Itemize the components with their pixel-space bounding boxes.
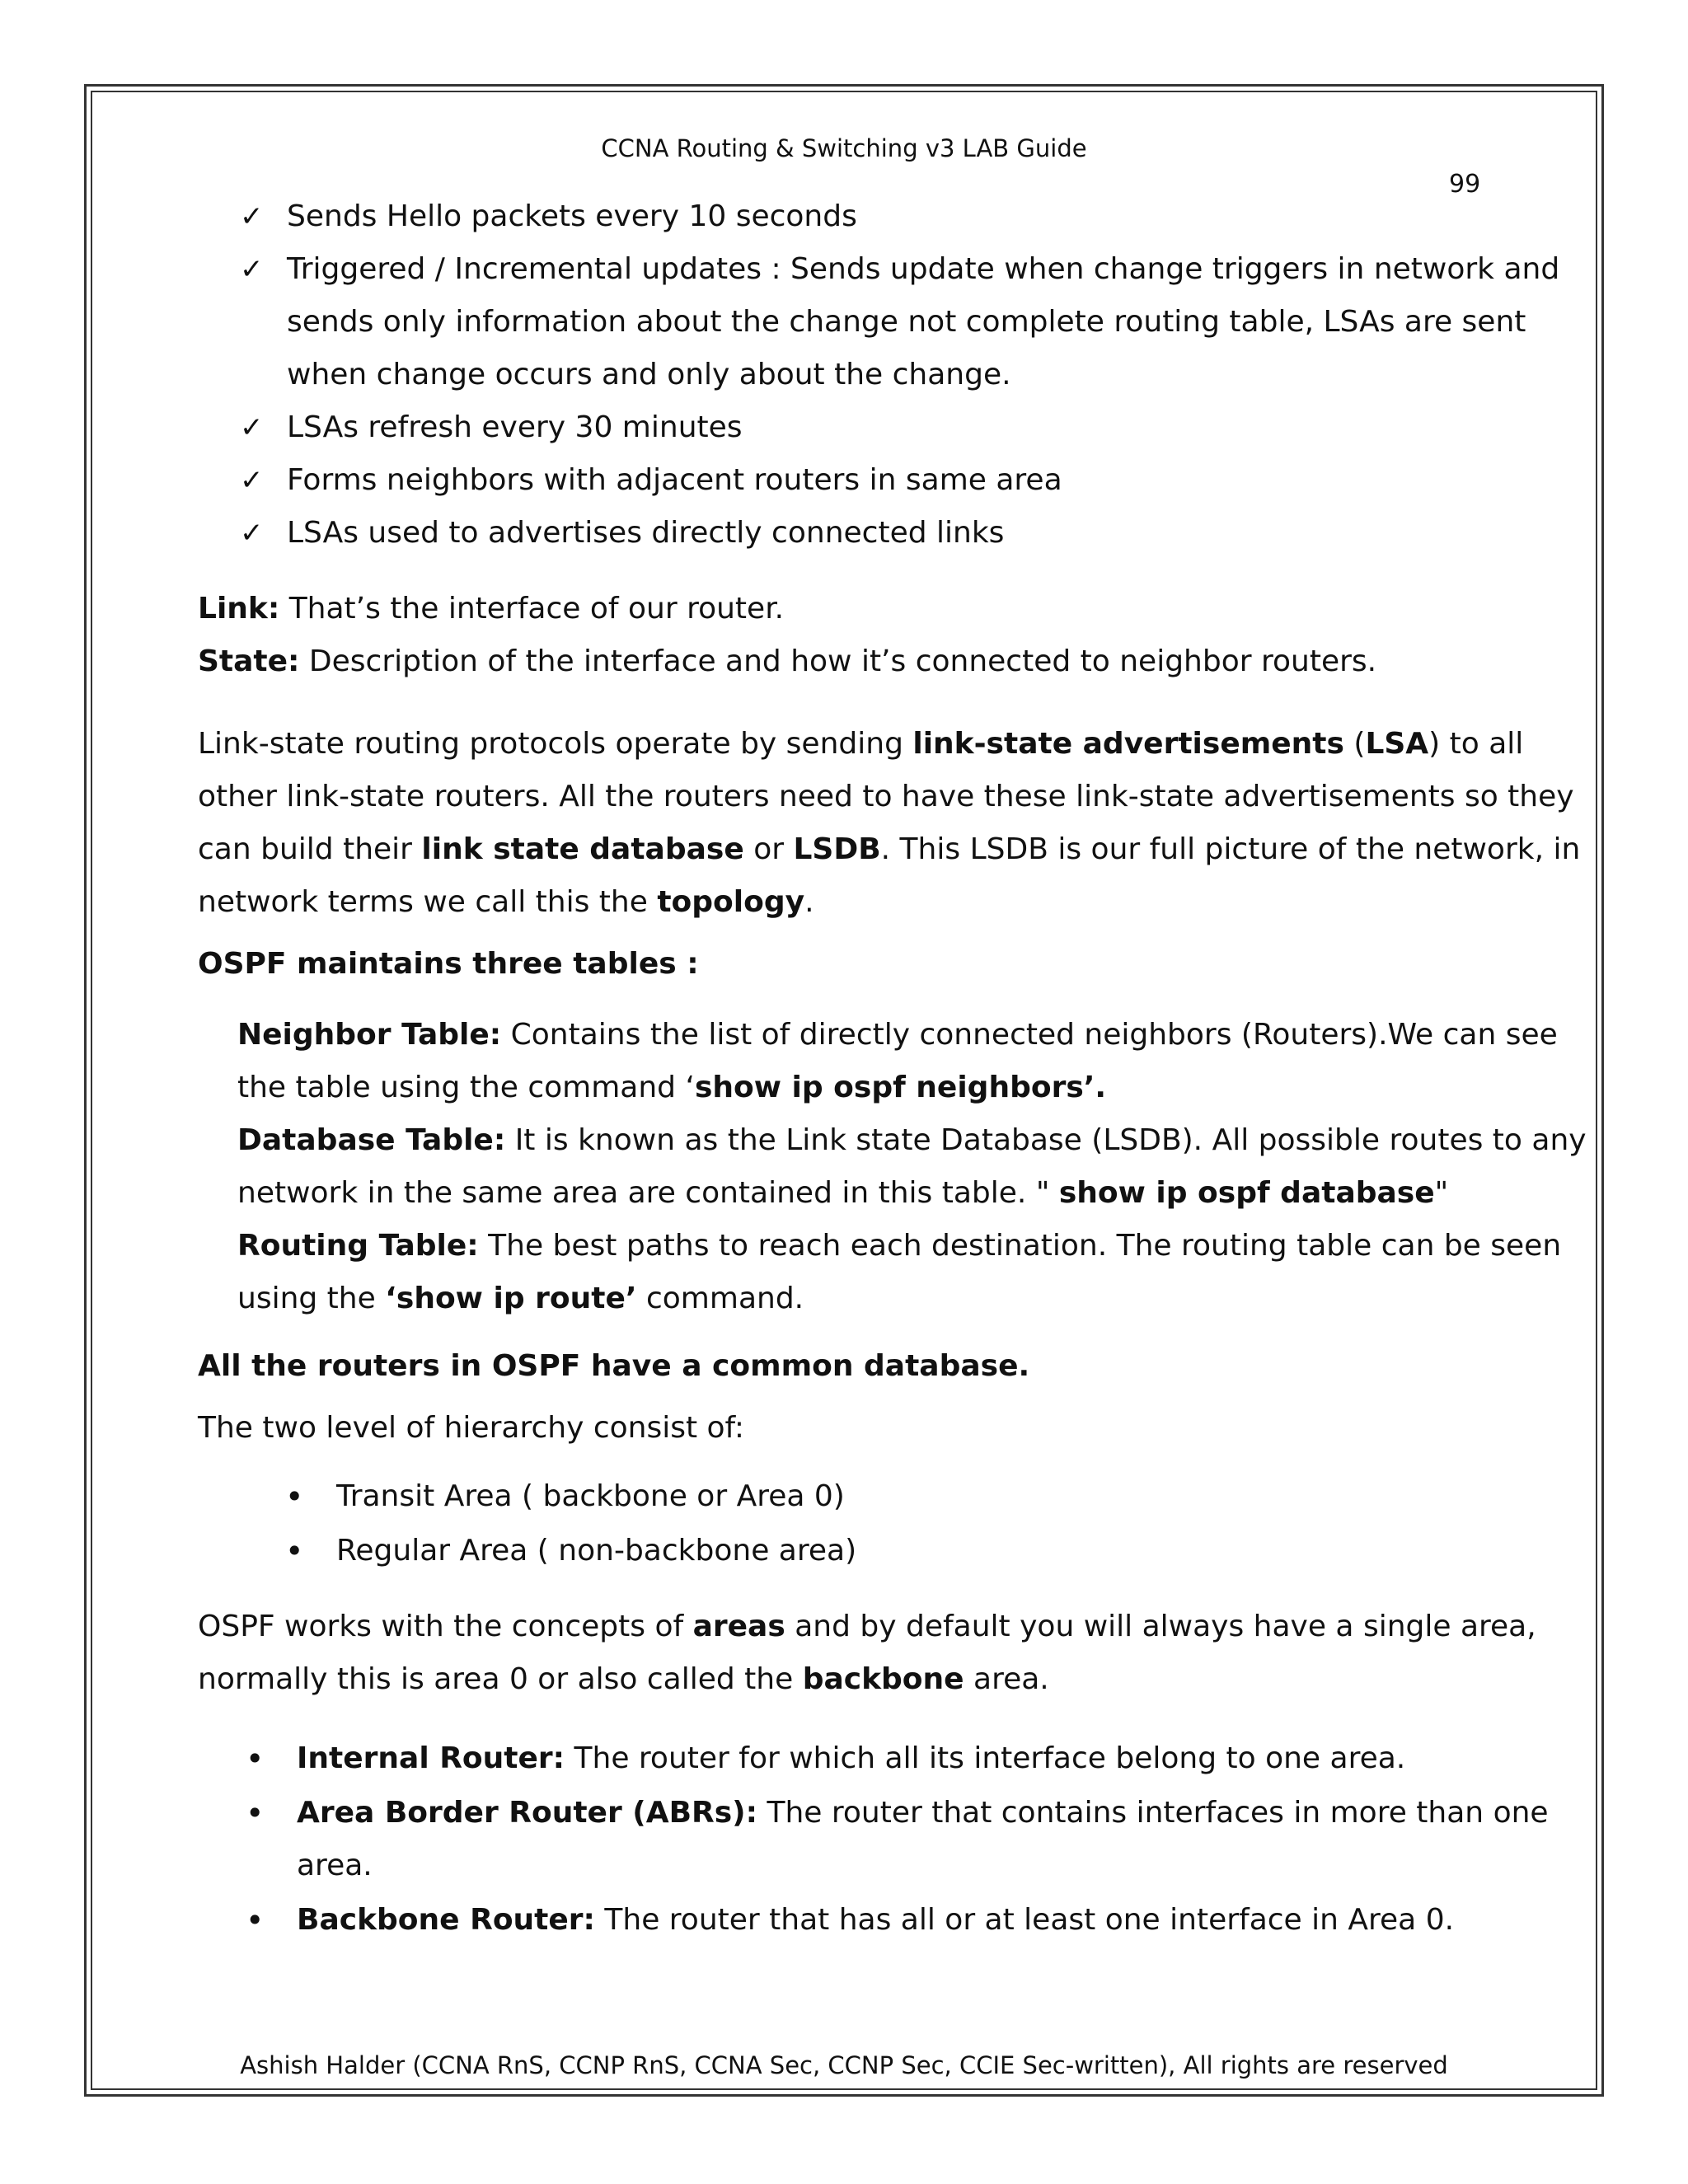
text: The best paths to reach each destination. The routing table can be seen bbox=[478, 1229, 1562, 1263]
bold-term: backbone bbox=[802, 1662, 964, 1696]
bold-term: areas bbox=[692, 1610, 785, 1643]
bold-term: topology bbox=[657, 885, 805, 919]
router-term: Internal Router: bbox=[297, 1741, 565, 1775]
text: Contains the list of directly connected neighbors (Routers).We can see bbox=[501, 1018, 1558, 1052]
text: The router for which all its interface belong to one area. bbox=[565, 1741, 1406, 1775]
page-number: 99 bbox=[1449, 170, 1481, 199]
check-item-3: LSAs refresh every 30 minutes bbox=[287, 410, 743, 444]
text: . This LSDB is our full picture of the network, in bbox=[880, 832, 1581, 866]
bullet-icon: • bbox=[285, 1479, 304, 1515]
router-term: Area Border Router (ABRs): bbox=[297, 1796, 758, 1830]
check-item-5: LSAs used to advertises directly connected links bbox=[287, 516, 1005, 550]
definition-text: That’s the interface of our router. bbox=[279, 592, 785, 626]
text: The router that has all or at least one interface in Area 0. bbox=[594, 1903, 1455, 1937]
text: and by default you will always have a single area, bbox=[785, 1610, 1536, 1643]
definition-text: Description of the interface and how it’s connected to neighbor routers. bbox=[299, 644, 1377, 678]
text: can build their bbox=[198, 832, 422, 866]
text: using the bbox=[237, 1282, 386, 1315]
router-type-internal bbox=[297, 1732, 1405, 1785]
definition-term: State: bbox=[198, 644, 300, 678]
command: show ip ospf neighbors’. bbox=[694, 1071, 1107, 1104]
paragraph-line bbox=[198, 718, 1523, 771]
text: or bbox=[743, 832, 794, 866]
paragraph-line bbox=[198, 1601, 1536, 1653]
text: The router that contains interfaces in more than one bbox=[757, 1796, 1549, 1830]
text: command. bbox=[636, 1282, 804, 1315]
bold-term: LSA bbox=[1365, 727, 1429, 761]
text: " bbox=[1434, 1176, 1449, 1210]
command: show ip ospf database bbox=[1058, 1176, 1435, 1210]
section-heading: OSPF maintains three tables : bbox=[198, 947, 699, 981]
definition-link bbox=[198, 583, 784, 635]
bullet-icon: • bbox=[246, 1902, 265, 1938]
text: ( bbox=[1343, 727, 1366, 761]
table-term: Routing Table: bbox=[237, 1229, 479, 1263]
text: . bbox=[804, 885, 814, 919]
routing-table-line-1 bbox=[237, 1220, 1561, 1272]
bullet-icon: • bbox=[246, 1795, 265, 1831]
bullet-icon: • bbox=[246, 1741, 265, 1777]
hierarchy-intro: The two level of hierarchy consist of: bbox=[198, 1411, 745, 1445]
common-database-statement: All the routers in OSPF have a common database. bbox=[198, 1349, 1030, 1383]
hierarchy-item-regular: Regular Area ( non-backbone area) bbox=[336, 1534, 857, 1568]
bold-term: link state database bbox=[421, 832, 744, 866]
check-icon: ✓ bbox=[240, 253, 264, 286]
paragraph-line bbox=[198, 1653, 1049, 1706]
paragraph-line bbox=[198, 876, 814, 929]
database-table-line-1 bbox=[237, 1114, 1587, 1167]
paragraph-line bbox=[198, 823, 1580, 876]
command: ‘show ip route’ bbox=[385, 1282, 637, 1315]
table-term: Neighbor Table: bbox=[237, 1018, 502, 1052]
check-icon: ✓ bbox=[240, 517, 264, 550]
page-header: CCNA Routing & Switching v3 LAB Guide bbox=[601, 134, 1087, 162]
table-term: Database Table: bbox=[237, 1123, 506, 1157]
routing-table-line-2 bbox=[237, 1272, 804, 1325]
hierarchy-item-transit: Transit Area ( backbone or Area 0) bbox=[336, 1479, 845, 1513]
text: normally this is area 0 or also called the bbox=[198, 1662, 803, 1696]
check-icon: ✓ bbox=[240, 411, 264, 444]
router-type-abr-line-2: area. bbox=[297, 1849, 373, 1882]
definition-term: Link: bbox=[198, 592, 280, 626]
router-type-abr bbox=[297, 1787, 1549, 1840]
text: network terms we call this the bbox=[198, 885, 658, 919]
text: area. bbox=[964, 1662, 1049, 1696]
check-icon: ✓ bbox=[240, 200, 264, 233]
text: Link-state routing protocols operate by sending bbox=[198, 727, 913, 761]
bold-term: LSDB bbox=[793, 832, 881, 866]
check-item-2-line-1: Triggered / Incremental updates : Sends update when change triggers in network and bbox=[287, 252, 1560, 286]
text: OSPF works with the concepts of bbox=[198, 1610, 693, 1643]
router-type-backbone bbox=[297, 1894, 1454, 1947]
check-item-2-line-2: sends only information about the change not complete routing table, LSAs are sent bbox=[287, 305, 1526, 339]
neighbor-table-line-2 bbox=[237, 1062, 1106, 1114]
text: ) to all bbox=[1428, 727, 1524, 761]
bullet-icon: • bbox=[285, 1533, 304, 1569]
check-item-2-line-3: when change occurs and only about the change. bbox=[287, 358, 1011, 391]
neighbor-table-line-1 bbox=[237, 1009, 1558, 1062]
text: It is known as the Link state Database (LSDB). All possible routes to any bbox=[505, 1123, 1587, 1157]
database-table-line-2 bbox=[237, 1167, 1448, 1220]
paragraph-line: other link-state routers. All the routers need to have these link-state advertisements so they bbox=[198, 780, 1574, 813]
check-item-1: Sends Hello packets every 10 seconds bbox=[287, 199, 857, 233]
definition-state bbox=[198, 635, 1376, 688]
text: network in the same area are contained in this table. " bbox=[237, 1176, 1059, 1210]
bold-term: link-state advertisements bbox=[912, 727, 1344, 761]
text: the table using the command ‘ bbox=[237, 1071, 695, 1104]
check-icon: ✓ bbox=[240, 464, 264, 497]
check-item-4: Forms neighbors with adjacent routers in same area bbox=[287, 463, 1062, 497]
page-footer: Ashish Halder (CCNA RnS, CCNP RnS, CCNA Sec, CCNP Sec, CCIE Sec-written), All rights are reserved bbox=[240, 2051, 1448, 2079]
router-term: Backbone Router: bbox=[297, 1903, 595, 1937]
